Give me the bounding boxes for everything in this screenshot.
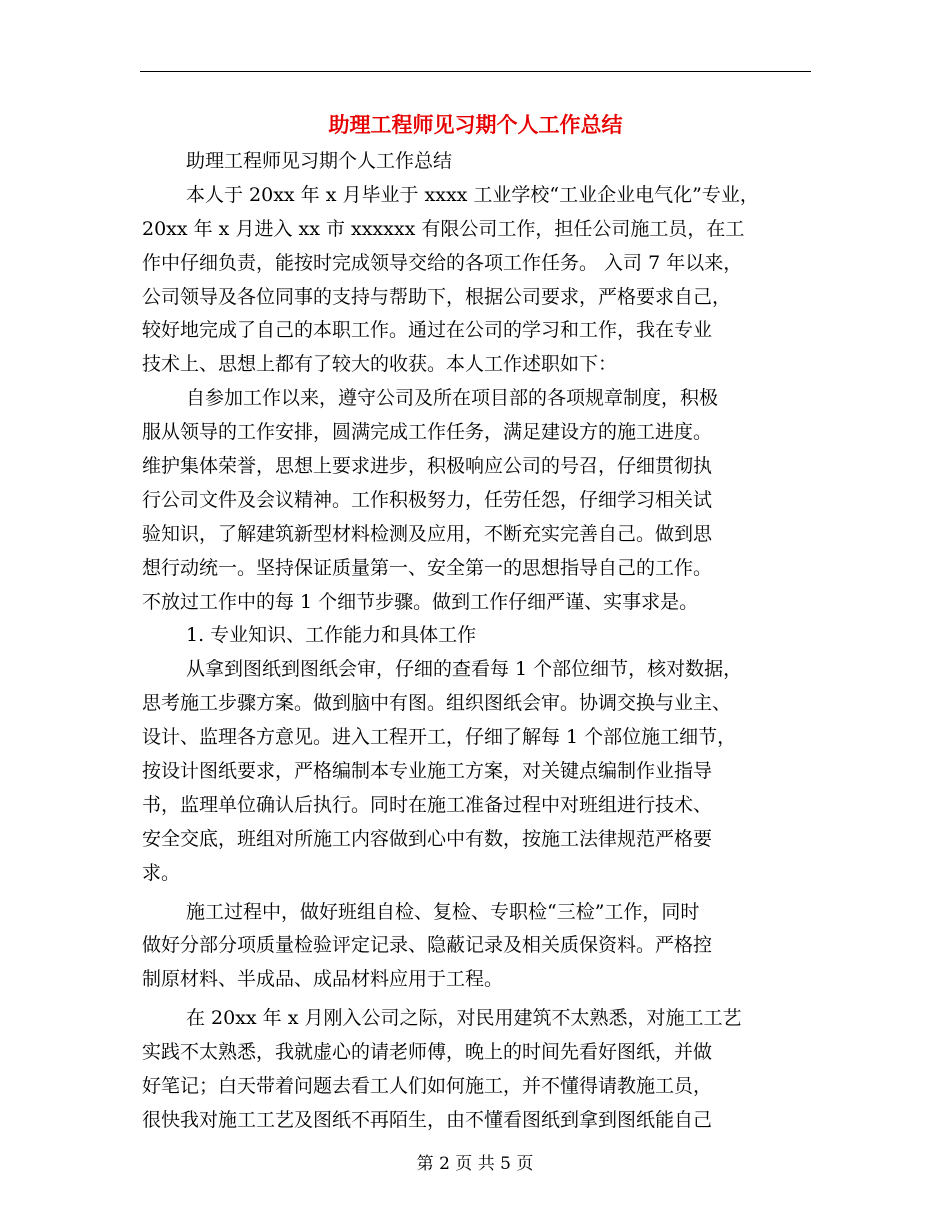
body-line: 在 20xx 年 x 月刚入公司之际，对民用建筑不太熟悉，对施工工艺 — [186, 1007, 742, 1030]
body-line: 维护集体荣誉，思想上要求进步，积极响应公司的号召，仔细贯彻执 — [142, 455, 713, 478]
body-line: 求。 — [142, 861, 181, 884]
header-rule — [140, 71, 811, 72]
body-line: 不放过工作中的每 1 个细节步骤。做到工作仔细严谨、实事求是。 — [142, 590, 699, 613]
body-line: 制原材料、半成品、成品材料应用于工程。 — [142, 968, 504, 991]
page-number: 第 2 页 共 5 页 — [416, 1154, 534, 1174]
body-line: 自参加工作以来，遵守公司及所在项目部的各项规章制度，积极 — [186, 387, 719, 410]
body-line: 做好分部分项质量检验评定记录、隐蔽记录及相关质保资料。严格控 — [142, 934, 713, 957]
body-line: 实践不太熟悉，我就虚心的请老师傅，晚上的时间先看好图纸，并做 — [142, 1041, 713, 1064]
body-line: 较好地完成了自己的本职工作。通过在公司的学习和工作，我在专业 — [142, 319, 713, 342]
section-heading: 1. 专业知识、工作能力和具体工作 — [186, 624, 477, 647]
body-line: 很快我对施工工艺及图纸不再陌生，由不懂看图纸到拿到图纸能自己 — [142, 1108, 713, 1131]
body-line: 施工过程中，做好班组自检、复检、专职检“三检”工作，同时 — [186, 900, 700, 923]
body-line: 想行动统一。坚持保证质量第一、安全第一的思想指导自己的工作。 — [142, 556, 713, 579]
body-line: 服从领导的工作安排，圆满完成工作任务，满足建设方的施工进度。 — [142, 421, 713, 444]
document-body — [142, 145, 810, 1138]
body-line: 设计、监理各方意见。进入工程开工，仔细了解每 1 个部位施工细节， — [142, 726, 737, 749]
body-line: 公司领导及各位同事的支持与帮助下，根据公司要求，严格要求自己， — [142, 285, 732, 308]
body-line: 验知识，了解建筑新型材料检测及应用，不断充实完善自己。做到思 — [142, 522, 713, 545]
body-line: 思考施工步骤方案。做到脑中有图。组织图纸会审。协调交换与业主、 — [142, 692, 732, 715]
body-line: 20xx 年 x 月进入 xx 市 xxxxxx 有限公司工作，担任公司施工员，在工 — [142, 217, 745, 240]
body-line: 技术上、思想上都有了较大的收获。本人工作述职如下： — [142, 353, 618, 376]
body-line: 作中仔细负责，能按时完成领导交给的各项工作任务。 入司 7 年以来， — [142, 251, 743, 274]
body-line: 行公司文件及会议精神。工作积极努力，任劳任怨，仔细学习相关试 — [142, 488, 713, 511]
body-line: 本人于 20xx 年 x 月毕业于 xxxx 工业学校“工业企业电气化”专业， — [186, 183, 759, 206]
document-title: 助理工程师见习期个人工作总结 — [328, 112, 623, 137]
body-line: 助理工程师见习期个人工作总结 — [186, 150, 453, 172]
body-line: 按设计图纸要求，严格编制本专业施工方案，对关键点编制作业指导 — [142, 760, 713, 783]
body-line: 好笔记；白天带着问题去看工人们如何施工，并不懂得请教施工员， — [142, 1075, 713, 1098]
body-line: 安全交底，班组对所施工内容做到心中有数，按施工法律规范严格要 — [142, 827, 713, 850]
body-line: 书，监理单位确认后执行。同时在施工准备过程中对班组进行技术、 — [142, 793, 713, 816]
body-line: 从拿到图纸到图纸会审，仔细的查看每 1 个部位细节，核对数据， — [186, 658, 743, 681]
